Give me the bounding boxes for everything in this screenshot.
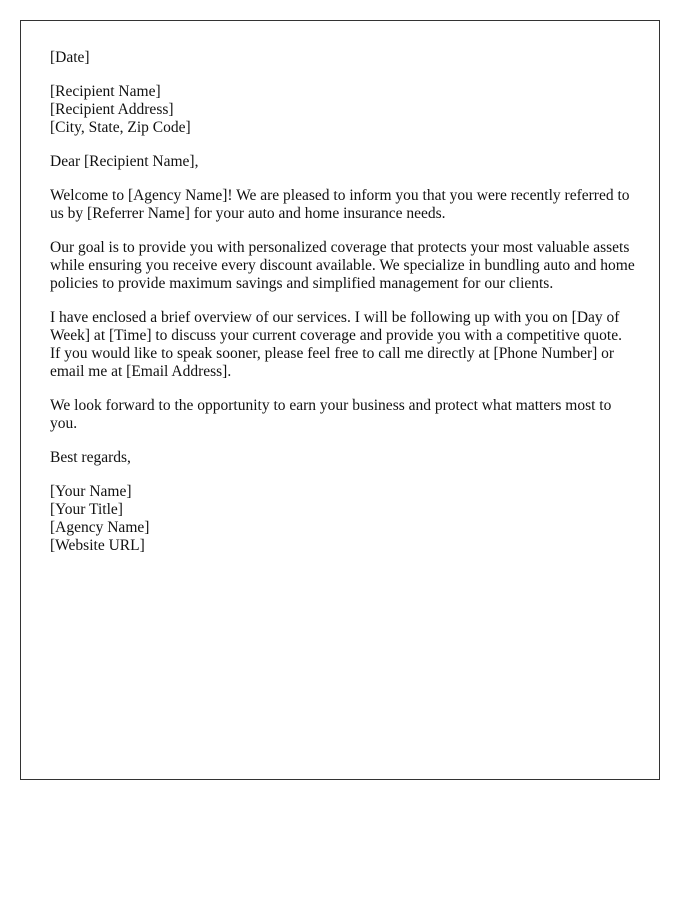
date-line: [Date] <box>50 49 90 66</box>
paragraph-closing-remark: We look forward to the opportunity to earn your business and protect what matters most to you. <box>50 397 612 432</box>
closing: Best regards, <box>50 449 131 466</box>
date-block <box>50 49 635 67</box>
paragraph-goal: Our goal is to provide you with personalized coverage that protects your most valuable assets while ensuring you receive every discount available. We specialize in bundling auto and home policies to provide maximum savings and simplified management for our clients. <box>50 239 635 292</box>
salutation: Dear [Recipient Name], <box>50 153 199 170</box>
letter-body <box>50 49 635 571</box>
signature-website: [Website URL] <box>50 537 145 554</box>
paragraph-welcome: Welcome to [Agency Name]! We are pleased to inform you that you were recently referred to us by [Referrer Name] for your auto and home insurance needs. <box>50 187 630 222</box>
recipient-name: [Recipient Name] <box>50 83 161 100</box>
recipient-city-state-zip: [City, State, Zip Code] <box>50 119 191 136</box>
recipient-block <box>50 83 635 137</box>
signature-title: [Your Title] <box>50 501 123 518</box>
signature-name: [Your Name] <box>50 483 132 500</box>
letter-page <box>20 20 660 780</box>
signature-agency: [Agency Name] <box>50 519 150 536</box>
recipient-address: [Recipient Address] <box>50 101 174 118</box>
signature-block <box>50 483 635 555</box>
paragraph-followup: I have enclosed a brief overview of our services. I will be following up with you on [Day of Week] at [Time] to discuss your current coverage and provide you with a competitive quote. If you would like to speak sooner, please feel free to call me directly at [Phone Number] or email me at [Email Address]. <box>50 309 622 380</box>
